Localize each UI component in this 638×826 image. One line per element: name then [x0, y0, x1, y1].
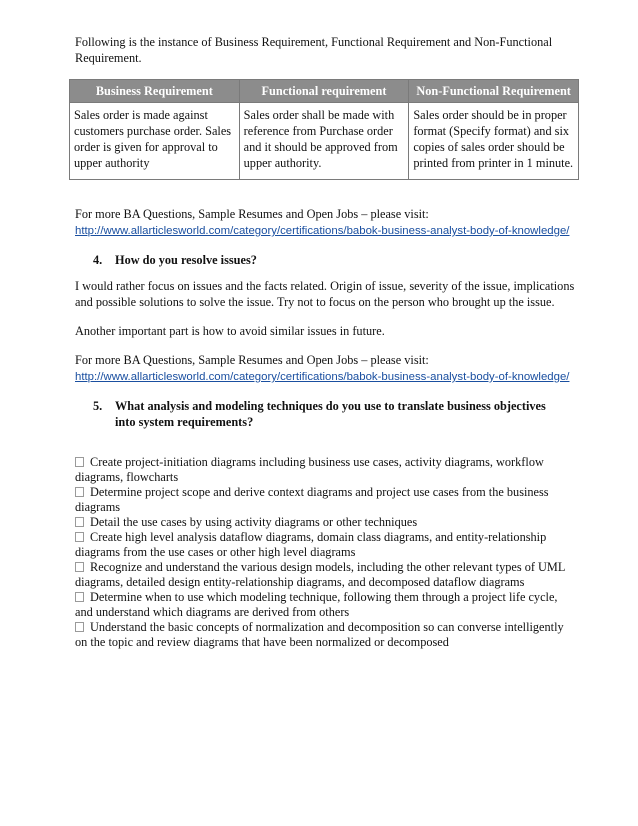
list-item: Determine project scope and derive context diagrams and project use cases from the business diagrams: [75, 485, 549, 514]
more-info-link[interactable]: http://www.allarticlesworld.com/category/certifications/babok-business-analyst-body-of-knowledge/: [75, 371, 570, 383]
question-number: 4.: [93, 253, 103, 267]
question-4-answer: I would rather focus on issues and the facts related. Origin of issue, severity of the issue, implications and possible solutions to solve the issue. Try not to focus on the person who brought up the issue.: [75, 279, 575, 309]
checkbox-bullet-icon: [75, 562, 84, 572]
checkbox-bullet-icon: [75, 592, 84, 602]
list-item: Create project-initiation diagrams including business use cases, activity diagrams, workflow diagrams, flowcharts: [75, 455, 544, 484]
intro-paragraph: Following is the instance of Business Requirement, Functional Requirement and Non-Functional Requirement.: [75, 35, 553, 65]
checkbox-bullet-icon: [75, 487, 84, 497]
header-functional-requirement: Functional requirement: [239, 80, 409, 103]
question-title: What analysis and modeling techniques do you use to translate business objectives into system requirements?: [115, 399, 546, 429]
checkbox-bullet-icon: [75, 457, 84, 467]
more-info-block-2: [75, 352, 575, 385]
checkbox-bullet-icon: [75, 532, 84, 542]
cell-non-functional-requirement: Sales order should be in proper format (Specify format) and six copies of sales order should be printed from printer in 1 minute.: [409, 103, 579, 180]
question-5-heading: [75, 398, 575, 430]
header-business-requirement: Business Requirement: [70, 80, 240, 103]
list-item: Detail the use cases by using activity diagrams or other techniques: [75, 515, 575, 530]
table-header-row: [70, 80, 579, 103]
techniques-list: [75, 455, 575, 650]
cell-functional-requirement: Sales order shall be made with reference from Purchase order and it should be approved from upper authority.: [239, 103, 409, 180]
list-item: Determine when to use which modeling technique, following them through a project life cycle, and understand which diagrams are derived from others: [75, 590, 558, 619]
question-4-answer-2: Another important part is how to avoid similar issues in future.: [75, 324, 385, 338]
checkbox-bullet-icon: [75, 622, 84, 632]
more-info-block-1: [75, 206, 575, 239]
header-non-functional-requirement: Non-Functional Requirement: [409, 80, 579, 103]
cell-business-requirement: Sales order is made against customers purchase order. Sales order is given for approval to upper authority: [70, 103, 240, 180]
question-number: 5.: [93, 399, 103, 413]
question-4-heading: [75, 252, 575, 268]
list-item: Understand the basic concepts of normalization and decomposition so can converse intelligently on the topic and review diagrams that have been normalized or decomposed: [75, 620, 564, 649]
question-title: How do you resolve issues?: [115, 253, 257, 267]
list-item: Recognize and understand the various design models, including the other relevant types of UML diagrams, detailed design entity-relationship diagrams, and decomposed dataflow diagrams: [75, 560, 565, 589]
requirements-table: [69, 79, 579, 180]
table-row: [70, 103, 579, 180]
more-info-text: For more BA Questions, Sample Resumes and Open Jobs – please visit:: [75, 207, 429, 221]
list-item: Create high level analysis dataflow diagrams, domain class diagrams, and entity-relationship diagrams from the use cases or other high level diagrams: [75, 530, 547, 559]
more-info-link[interactable]: http://www.allarticlesworld.com/category/certifications/babok-business-analyst-body-of-knowledge/: [75, 225, 570, 237]
more-info-text: For more BA Questions, Sample Resumes and Open Jobs – please visit:: [75, 353, 429, 367]
document-page: [75, 34, 575, 650]
checkbox-bullet-icon: [75, 517, 84, 527]
